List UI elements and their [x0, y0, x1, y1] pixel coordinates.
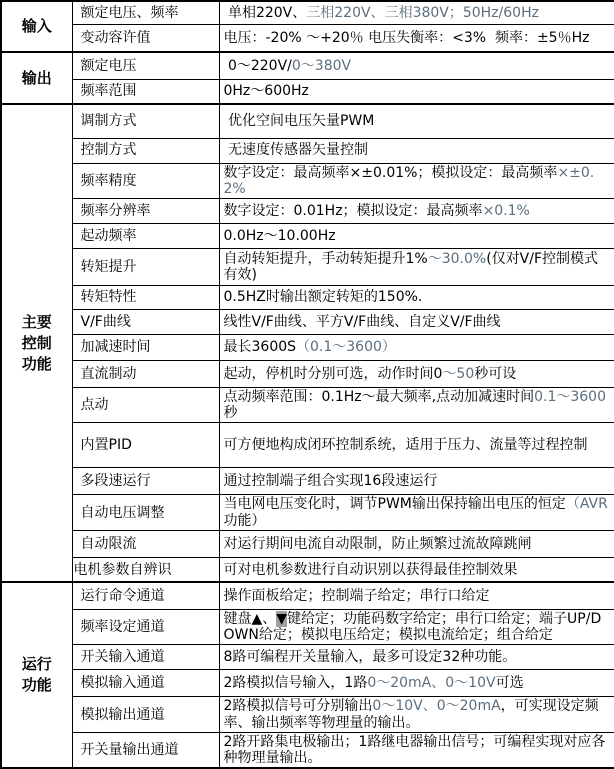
value-segment: 点动频率范围：0.1Hz～最大频率,点动加减速时间: [223, 388, 535, 405]
table-row: [1, 360, 614, 387]
table-row: [1, 285, 614, 309]
table-row: [1, 609, 614, 644]
table-row: [1, 732, 614, 768]
table-row: [1, 52, 614, 79]
param-value: [219, 1, 614, 24]
table-row: [1, 163, 614, 198]
param-name: 直流制动: [72, 360, 219, 387]
table-row: [1, 334, 614, 360]
table-row: [1, 468, 614, 495]
param-value: [219, 557, 614, 582]
value-segment: 0～20mA、0～10V: [367, 675, 496, 692]
value-segment: 数字设定：0.01Hz；模拟设定：最高频率: [223, 202, 483, 219]
category-label: 输入: [21, 17, 52, 35]
param-name: 自动限流: [72, 530, 219, 557]
param-name: V/F曲线: [72, 309, 219, 334]
param-name: 运行命令通道: [72, 582, 219, 609]
value-segment: ，可实现设定频率、输出频率等物理量的输出。: [223, 698, 599, 731]
value-segment: （0.1～3600）: [296, 339, 396, 356]
value-segment: 0～380V: [291, 57, 352, 74]
value-segment: 功能）: [223, 512, 266, 529]
value-segment: 8路可编程开关量输入，最多可设定32种功能。: [223, 649, 517, 666]
table-row: [1, 582, 614, 609]
table-row: [1, 557, 614, 582]
table-row: [1, 309, 614, 334]
value-segment: 可对电机参数进行自动识别以获得最佳控制效果: [223, 561, 518, 578]
value-segment: 自动转矩提升，手动转矩提升1%: [223, 250, 428, 267]
param-name: 额定电压: [72, 52, 219, 79]
param-value: [219, 530, 614, 557]
param-name: 内置PID: [72, 423, 219, 468]
value-segment: 无速度传感器矢量控制: [223, 142, 368, 159]
value-segment: 2路开路集电极输出；1路继电器输出信号；可编程实现对应各种物理量输出。: [223, 733, 606, 767]
param-name: 自动电压调整: [72, 495, 219, 530]
category-cell-output: [1, 52, 72, 104]
table-row: [1, 223, 614, 248]
table-row: [1, 79, 614, 104]
table-row: [1, 423, 614, 468]
value-segment: 0.5HZ时输出额定转矩的150%.: [223, 289, 423, 306]
param-name: 开关输入通道: [72, 645, 219, 670]
param-value: [219, 223, 614, 248]
value-segment: 键给定；功能码数字给定；串行口给定；端子UP/DOWN给定；模拟电压给定；模拟电流给定；组合给定: [223, 610, 602, 644]
param-value: [219, 697, 614, 732]
param-name: 转矩特性: [72, 285, 219, 309]
value-segment: 三相220V、三相380V；50Hz/60Hz: [306, 4, 539, 21]
table-row: [1, 198, 614, 223]
value-segment: （AVR: [565, 496, 608, 513]
value-segment: ×0.1%: [482, 202, 530, 219]
table-row: [1, 104, 614, 138]
param-value: [219, 495, 614, 530]
value-segment: ～30.0%: [427, 250, 487, 267]
param-name: 调制方式: [72, 104, 219, 138]
param-value: [219, 285, 614, 309]
value-segment: 电压：-20% ～+20％ 电压失衡率：<3% 频率：±5％Hz: [223, 29, 590, 46]
value-segment: 数字设定：最高频率×±0.01%；模拟设定：最高频率: [223, 164, 558, 181]
param-name: 模拟输出通道: [72, 697, 219, 732]
value-segment: (仅对V/F控制模式有效): [223, 250, 599, 283]
param-value: [219, 582, 614, 609]
param-value: [219, 670, 614, 697]
param-name: 开关量输出通道: [72, 732, 219, 768]
table-row: [1, 248, 614, 285]
category-label: 运行功能: [21, 655, 52, 695]
param-name: 模拟输入通道: [72, 670, 219, 697]
param-name: 额定电压、频率: [72, 1, 219, 24]
value-segment: 秒: [223, 405, 238, 422]
value-segment: 0.0Hz～10.00Hz: [223, 227, 336, 244]
param-value: [219, 468, 614, 495]
param-name: 多段速运行: [72, 468, 219, 495]
value-segment: 可选: [495, 675, 524, 692]
value-segment: 操作面板给定；控制端子给定；串行口给定: [223, 588, 490, 605]
param-value: [219, 24, 614, 52]
value-segment: 起动，停机时分别可选，动作时间0: [223, 365, 443, 382]
value-segment: 对运行期间电流自动限制，防止频繁过流故障跳闸: [223, 535, 532, 552]
category-cell-input: [1, 1, 72, 52]
param-value: [219, 163, 614, 198]
table-row: [1, 1, 614, 24]
table-row: [1, 495, 614, 530]
value-segment: 0～220V/: [223, 57, 292, 74]
param-name: 转矩提升: [72, 248, 219, 285]
table-row: [1, 530, 614, 557]
param-value: [219, 79, 614, 104]
param-value: [219, 387, 614, 422]
category-cell-operation: [1, 582, 72, 768]
param-name: 电机参数自辨识: [72, 557, 219, 582]
value-segment: 线性V/F曲线、平方V/F曲线、自定义V/F曲线: [223, 313, 501, 330]
category-cell-main-control: [1, 104, 72, 582]
param-name: 起动频率: [72, 223, 219, 248]
value-segment: 0.1～3600: [534, 388, 606, 405]
param-name: 频率范围: [72, 79, 219, 104]
table-row: [1, 387, 614, 422]
param-name: 频率分辨率: [72, 198, 219, 223]
param-name: 频率精度: [72, 163, 219, 198]
value-segment: 0Hz～600Hz: [223, 83, 309, 100]
param-value: [219, 732, 614, 768]
value-segment: 通过控制端子组合实现16段速运行: [223, 473, 438, 490]
param-value: [219, 609, 614, 644]
value-segment: 最长3600S: [223, 339, 297, 356]
param-value: [219, 309, 614, 334]
value-segment: 2路模拟信号输入，1路: [223, 675, 368, 692]
value-segment: 单相220V、: [223, 4, 307, 21]
value-segment: ～50: [442, 365, 475, 382]
category-label: 主要控制功能: [21, 312, 52, 373]
param-name: 频率设定通道: [72, 609, 219, 644]
param-value: [219, 138, 614, 163]
value-segment: 2路模拟信号可分别输出: [223, 698, 373, 715]
table-row: [1, 645, 614, 670]
value-segment: 秒可设: [474, 365, 517, 382]
value-segment: ▼: [276, 610, 288, 627]
param-value: [219, 104, 614, 138]
value-segment: 当电网电压变化时，调节PWM输出保持输出电压的恒定: [223, 496, 566, 513]
param-name: 加减速时间: [72, 334, 219, 360]
param-value: [219, 423, 614, 468]
param-value: [219, 198, 614, 223]
table-row: [1, 697, 614, 732]
value-segment: 可方便地构成闭环控制系统，适用于压力、流量等过程控制: [223, 437, 588, 454]
param-value: [219, 248, 614, 285]
param-name: 点动: [72, 387, 219, 422]
param-value: [219, 645, 614, 670]
table-row: [1, 24, 614, 52]
param-value: [219, 52, 614, 79]
param-value: [219, 334, 614, 360]
param-value: [219, 360, 614, 387]
value-segment: 键盘▲、: [223, 610, 277, 627]
value-segment: 0～10V、0～20mA: [372, 698, 501, 715]
value-segment: ×±0.2%: [223, 164, 595, 197]
category-label: 输出: [21, 68, 52, 87]
table-row: [1, 138, 614, 163]
param-name: 控制方式: [72, 138, 219, 163]
param-name: 变动容许值: [72, 24, 219, 52]
value-segment: 优化空间电压矢量PWM: [223, 113, 375, 130]
table-row: [1, 670, 614, 697]
